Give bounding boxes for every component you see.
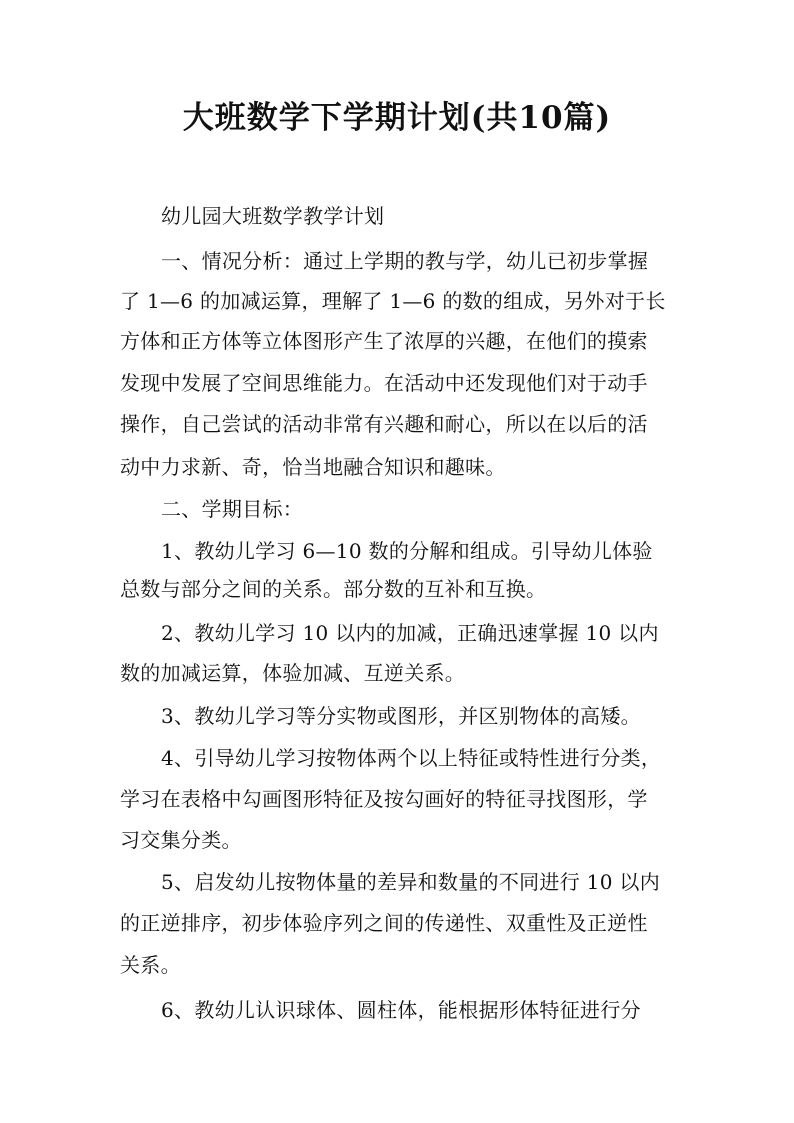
document-title: 大班数学下学期计划(共10篇): [182, 100, 612, 136]
goal-1-line-1: 1、教幼儿学习 6—10 数的分解和组成。引导幼儿体验: [161, 539, 653, 563]
goal-5-line-1: 5、启发幼儿按物体量的差异和数量的不同进行 10 以内: [161, 870, 660, 894]
goal-6-line-1: 6、教幼儿认识球体、圆柱体，能根据形体特征进行分: [161, 998, 641, 1022]
goal-2-line-2: 数的加减运算，体验加减、互逆关系。: [120, 661, 466, 685]
section2-heading: 二、学期目标：: [161, 497, 304, 521]
section1-line-2: 了 1—6 的加减运算，理解了 1—6 的数的组成，另外对于长: [120, 289, 666, 313]
goal-3-line-1: 3、教幼儿学习等分实物或图形，并区别物体的高矮。: [161, 704, 641, 728]
section1-line-1: 一、情况分析：通过上学期的教与学，幼儿已初步掌握: [161, 249, 649, 273]
section1-line-3: 方体和正方体等立体图形产生了浓厚的兴趣，在他们的摸索: [120, 329, 648, 353]
goal-4-line-2: 学习在表格中勾画图形特征及按勾画好的特征寻找图形，学: [120, 787, 648, 811]
goal-2-line-1: 2、教幼儿学习 10 以内的加减，正确迅速掌握 10 以内: [161, 621, 659, 645]
goal-4-line-3: 习交集分类。: [120, 828, 242, 852]
goal-1-line-2: 总数与部分之间的关系。部分数的互补和互换。: [120, 577, 547, 601]
section1-line-6: 动中力求新、奇，恰当地融合知识和趣味。: [120, 455, 506, 479]
section1-line-4: 发现中发展了空间思维能力。在活动中还发现他们对于动手: [120, 371, 648, 395]
goal-5-line-2: 的正逆排序，初步体验序列之间的传递性、双重性及正逆性: [120, 911, 648, 935]
section1-line-5: 操作，自己尝试的活动非常有兴趣和耐心，所以在以后的活: [120, 412, 648, 436]
goal-4-line-1: 4、引导幼儿学习按物体两个以上特征或特性进行分类，: [161, 746, 662, 770]
goal-5-line-3: 关系。: [120, 953, 181, 977]
subtitle: 幼儿园大班数学教学计划: [161, 204, 385, 228]
